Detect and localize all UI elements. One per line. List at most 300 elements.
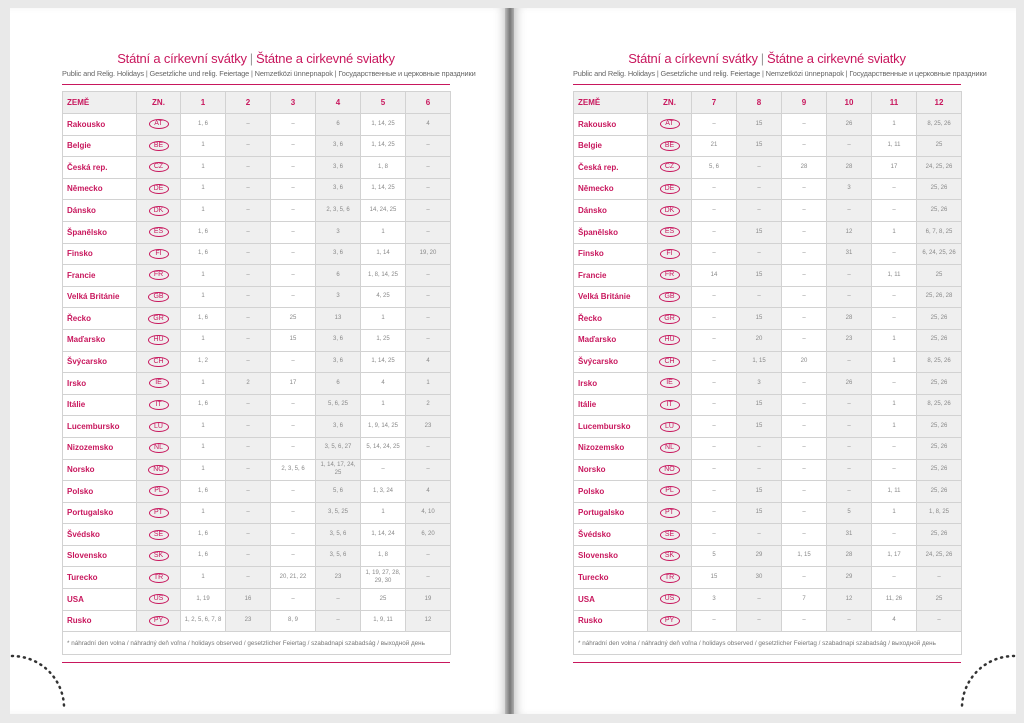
holiday-days: 26 — [827, 114, 872, 136]
country-name: Slovensko — [63, 545, 137, 567]
holiday-days: 1, 6 — [181, 243, 226, 265]
holiday-days: 6 — [316, 114, 361, 136]
header-month: 6 — [406, 92, 451, 114]
bottom-divider — [573, 662, 961, 663]
country-name: Finsko — [63, 243, 137, 265]
country-code-cell — [648, 265, 692, 287]
country-code-cell — [137, 243, 181, 265]
table-row — [574, 567, 962, 589]
table-header-row — [63, 92, 451, 114]
country-code-badge: IT — [149, 400, 169, 410]
country-code-badge: NO — [659, 465, 680, 475]
holiday-days: 1 — [406, 373, 451, 395]
holiday-days: 13 — [316, 308, 361, 330]
holiday-days: – — [737, 524, 782, 546]
country-code-cell — [648, 459, 692, 481]
holiday-days: 3 — [737, 373, 782, 395]
country-code-badge: US — [149, 594, 169, 604]
country-name: Řecko — [63, 308, 137, 330]
country-name: Rakousko — [63, 114, 137, 136]
holiday-days: 12 — [406, 610, 451, 632]
holiday-days: 25, 26 — [917, 416, 962, 438]
holiday-days: – — [827, 481, 872, 503]
holiday-days: 7 — [782, 589, 827, 611]
holiday-days: – — [226, 135, 271, 157]
country-code-cell — [137, 524, 181, 546]
country-code-cell — [648, 373, 692, 395]
holiday-days: – — [827, 437, 872, 459]
holiday-days: – — [226, 416, 271, 438]
holiday-days: 12 — [827, 589, 872, 611]
holiday-days: 6, 7, 8, 25 — [917, 221, 962, 243]
holiday-days: 25, 26 — [917, 178, 962, 200]
table-row — [63, 329, 451, 351]
table-header-row — [574, 92, 962, 114]
country-code-badge: PY — [149, 616, 169, 626]
holiday-days: 3 — [827, 178, 872, 200]
country-code-badge: DE — [149, 184, 169, 194]
holiday-days: – — [782, 610, 827, 632]
country-code-cell — [137, 200, 181, 222]
holiday-days: – — [226, 567, 271, 589]
country-code-cell — [648, 502, 692, 524]
country-name: Německo — [63, 178, 137, 200]
holiday-days: 23 — [316, 567, 361, 589]
title-slovak: Štátne a cirkevné sviatky — [766, 51, 906, 66]
country-name: Rusko — [574, 610, 648, 632]
country-code-badge: DK — [660, 206, 680, 216]
holiday-days: 1, 14, 17, 24, 25 — [316, 459, 361, 481]
holiday-days: 25, 26 — [917, 373, 962, 395]
holiday-days: – — [226, 545, 271, 567]
holiday-days: 4 — [872, 610, 917, 632]
country-name: Portugalsko — [63, 502, 137, 524]
country-name: Finsko — [574, 243, 648, 265]
holiday-days: 25 — [917, 135, 962, 157]
holiday-days: 8, 9 — [271, 610, 316, 632]
title-czech: Státní a církevní svátky — [117, 51, 247, 66]
country-code-cell — [137, 373, 181, 395]
holiday-days: 1, 19, 27, 28, 29, 30 — [361, 567, 406, 589]
holiday-days: – — [226, 481, 271, 503]
holiday-days: – — [737, 243, 782, 265]
holiday-days: – — [226, 243, 271, 265]
holiday-days: 1 — [872, 502, 917, 524]
holiday-days: – — [271, 114, 316, 136]
country-name: Česká rep. — [574, 157, 648, 179]
country-code-cell — [648, 157, 692, 179]
country-name: Polsko — [574, 481, 648, 503]
holiday-days: 25, 26 — [917, 437, 962, 459]
country-code-badge: HU — [659, 335, 679, 345]
holiday-days: 25 — [361, 589, 406, 611]
holiday-days: – — [782, 524, 827, 546]
holiday-days: 25, 26 — [917, 200, 962, 222]
holiday-days: – — [827, 351, 872, 373]
country-code-badge: SE — [660, 530, 680, 540]
country-code-badge: AT — [149, 119, 169, 129]
holiday-days: 1 — [181, 329, 226, 351]
holiday-days: – — [271, 545, 316, 567]
holiday-days: – — [271, 437, 316, 459]
country-name: Belgie — [63, 135, 137, 157]
table-row — [63, 589, 451, 611]
table-row — [63, 308, 451, 330]
country-code-badge: CZ — [149, 162, 169, 172]
table-row — [574, 114, 962, 136]
holiday-days: 30 — [737, 567, 782, 589]
country-code-cell — [648, 135, 692, 157]
holiday-days: 1 — [181, 135, 226, 157]
country-name: Irsko — [574, 373, 648, 395]
holiday-days: – — [827, 200, 872, 222]
holiday-days: 4, 25 — [361, 286, 406, 308]
holiday-days: 31 — [827, 243, 872, 265]
holiday-days: – — [406, 157, 451, 179]
holiday-days: 6 — [316, 373, 361, 395]
holiday-days: – — [226, 459, 271, 481]
holiday-days: 1, 14, 24 — [361, 524, 406, 546]
holiday-days: – — [271, 394, 316, 416]
holiday-days: 1 — [872, 221, 917, 243]
holiday-days: 25, 26 — [917, 459, 962, 481]
holiday-days: – — [692, 524, 737, 546]
country-code-cell — [137, 394, 181, 416]
footnote: * náhradní den volna / náhradný deň voľna / holidays observed / gesetzlicher Feiertag / szabadnapi szabadság / выходной день — [574, 632, 962, 655]
holiday-days: 28 — [827, 157, 872, 179]
country-code-badge: GB — [659, 292, 679, 302]
holiday-days: 29 — [737, 545, 782, 567]
holiday-days: – — [827, 135, 872, 157]
holiday-days: 19 — [406, 589, 451, 611]
holiday-days: – — [692, 459, 737, 481]
country-code-badge: TR — [149, 573, 169, 583]
title-separator: | — [249, 51, 253, 66]
holiday-days: 1 — [181, 200, 226, 222]
table-row — [574, 265, 962, 287]
country-code-badge: IE — [149, 378, 169, 388]
holiday-days: – — [782, 329, 827, 351]
table-row — [63, 351, 451, 373]
holiday-days: 12 — [827, 221, 872, 243]
country-name: Maďarsko — [574, 329, 648, 351]
holiday-days: 1, 3, 24 — [361, 481, 406, 503]
country-code-badge: GR — [659, 314, 680, 324]
holiday-days: – — [226, 221, 271, 243]
country-code-cell — [648, 114, 692, 136]
holiday-days: – — [782, 286, 827, 308]
holiday-days: 2, 3, 5, 6 — [316, 200, 361, 222]
header-country: ZEMĚ — [63, 92, 137, 114]
holiday-days: 5 — [827, 502, 872, 524]
table-row — [63, 178, 451, 200]
table-row — [574, 610, 962, 632]
holiday-days: 15 — [737, 265, 782, 287]
holiday-days: 15 — [737, 481, 782, 503]
holiday-days: – — [271, 416, 316, 438]
country-code-cell — [648, 200, 692, 222]
holiday-days: – — [917, 567, 962, 589]
table-row — [63, 610, 451, 632]
holiday-days: 23 — [827, 329, 872, 351]
holiday-days: – — [872, 567, 917, 589]
holiday-days: 25, 26 — [917, 329, 962, 351]
country-code-cell — [648, 308, 692, 330]
holiday-days: 3 — [692, 589, 737, 611]
holiday-days: – — [226, 329, 271, 351]
table-row — [574, 394, 962, 416]
table-row — [574, 589, 962, 611]
country-name: USA — [63, 589, 137, 611]
country-name: Španělsko — [574, 221, 648, 243]
holiday-days: – — [692, 610, 737, 632]
country-name: Polsko — [63, 481, 137, 503]
holiday-days: 1 — [181, 459, 226, 481]
holiday-days: 3, 6 — [316, 351, 361, 373]
table-row — [574, 437, 962, 459]
country-code-badge: SK — [660, 551, 680, 561]
table-row — [63, 459, 451, 481]
country-code-badge: PT — [149, 508, 169, 518]
holiday-days: 3 — [316, 286, 361, 308]
holiday-days: – — [271, 157, 316, 179]
table-row — [574, 178, 962, 200]
country-code-cell — [137, 481, 181, 503]
table-row — [63, 524, 451, 546]
holiday-days: 19, 20 — [406, 243, 451, 265]
table-row — [574, 200, 962, 222]
holiday-days: – — [737, 459, 782, 481]
holiday-days: 6, 20 — [406, 524, 451, 546]
country-name: Německo — [574, 178, 648, 200]
country-name: Nizozemsko — [63, 437, 137, 459]
country-code-cell — [137, 610, 181, 632]
country-code-cell — [137, 135, 181, 157]
table-row — [574, 459, 962, 481]
holiday-days: 2, 3, 5, 6 — [271, 459, 316, 481]
country-code-badge: ES — [660, 227, 680, 237]
table-row — [574, 373, 962, 395]
footnote-row — [63, 632, 451, 655]
country-name: Itálie — [63, 394, 137, 416]
country-code-badge: BE — [149, 141, 169, 151]
holiday-days: 1, 17 — [872, 545, 917, 567]
holiday-days: – — [782, 200, 827, 222]
holiday-days: 3, 6 — [316, 329, 361, 351]
holiday-days: – — [406, 437, 451, 459]
holiday-days: – — [872, 200, 917, 222]
holiday-days: 2 — [406, 394, 451, 416]
holiday-days: 25 — [917, 589, 962, 611]
holiday-days: – — [226, 286, 271, 308]
holiday-days: – — [872, 459, 917, 481]
holiday-days: – — [226, 437, 271, 459]
holiday-days: 5 — [692, 545, 737, 567]
holiday-days: – — [782, 308, 827, 330]
holiday-days: – — [692, 416, 737, 438]
holiday-days: 5, 6 — [316, 481, 361, 503]
country-name: Nizozemsko — [574, 437, 648, 459]
country-name: Dánsko — [574, 200, 648, 222]
country-code-cell — [137, 589, 181, 611]
table-row — [63, 243, 451, 265]
holiday-days: – — [782, 394, 827, 416]
holiday-days: 1, 14, 25 — [361, 351, 406, 373]
table-row — [63, 135, 451, 157]
table-row — [574, 135, 962, 157]
holiday-days: – — [692, 373, 737, 395]
country-name: Velká Británie — [63, 286, 137, 308]
header-month: 5 — [361, 92, 406, 114]
holiday-days: – — [692, 481, 737, 503]
header-month: 7 — [692, 92, 737, 114]
table-row — [574, 157, 962, 179]
holiday-days: 17 — [271, 373, 316, 395]
holiday-days: 1, 2, 5, 6, 7, 8 — [181, 610, 226, 632]
holiday-days: – — [692, 351, 737, 373]
holiday-days: 1, 6 — [181, 308, 226, 330]
holiday-days: – — [692, 308, 737, 330]
holiday-days: – — [872, 286, 917, 308]
holiday-days: – — [872, 373, 917, 395]
holiday-days: 25 — [271, 308, 316, 330]
holiday-days: 15 — [737, 114, 782, 136]
holiday-days: – — [692, 502, 737, 524]
country-code-badge: PL — [660, 486, 680, 496]
holiday-days: 24, 25, 26 — [917, 157, 962, 179]
table-row — [574, 221, 962, 243]
country-code-cell — [137, 437, 181, 459]
country-code-badge: CZ — [660, 162, 680, 172]
holiday-days: – — [737, 286, 782, 308]
holiday-days: – — [271, 200, 316, 222]
holiday-days: – — [782, 243, 827, 265]
table-row — [63, 265, 451, 287]
holiday-days: – — [782, 373, 827, 395]
holiday-days: 6, 24, 25, 26 — [917, 243, 962, 265]
country-name: Slovensko — [574, 545, 648, 567]
holiday-days: 1, 8 — [361, 545, 406, 567]
footnote: * náhradní den volna / náhradný deň voľna / holidays observed / gesetzlicher Feiertag / szabadnapi szabadság / выходной день — [63, 632, 451, 655]
holiday-days: – — [782, 567, 827, 589]
country-code-badge: ES — [149, 227, 169, 237]
holiday-days: – — [827, 394, 872, 416]
holiday-days: 1, 6 — [181, 221, 226, 243]
country-code-cell — [648, 567, 692, 589]
holiday-days: – — [872, 178, 917, 200]
holiday-days: 3, 6 — [316, 135, 361, 157]
holiday-days: 3, 6 — [316, 416, 361, 438]
country-code-cell — [137, 545, 181, 567]
holiday-days: 1 — [181, 178, 226, 200]
country-code-badge: FR — [660, 270, 680, 280]
holiday-days: 23 — [406, 416, 451, 438]
holiday-days: 28 — [827, 308, 872, 330]
holiday-days: 4 — [406, 351, 451, 373]
holiday-days: 4 — [361, 373, 406, 395]
holiday-days: – — [827, 610, 872, 632]
holiday-days: 1 — [872, 416, 917, 438]
holiday-days: 1, 8 — [361, 157, 406, 179]
holiday-days: – — [226, 524, 271, 546]
table-row — [63, 200, 451, 222]
country-name: Rakousko — [574, 114, 648, 136]
holiday-days: – — [271, 243, 316, 265]
holiday-days: – — [827, 265, 872, 287]
holiday-days: 1, 6 — [181, 524, 226, 546]
holiday-days: 1 — [181, 437, 226, 459]
country-code-cell — [648, 524, 692, 546]
holiday-days: – — [692, 437, 737, 459]
holiday-days: 1 — [872, 351, 917, 373]
table-row — [574, 243, 962, 265]
holiday-days: 1, 9, 11 — [361, 610, 406, 632]
holiday-days: 1, 11 — [872, 481, 917, 503]
table-row — [63, 221, 451, 243]
holiday-days: – — [226, 157, 271, 179]
country-code-badge: US — [660, 594, 680, 604]
holiday-days: 24, 25, 26 — [917, 545, 962, 567]
holiday-days: 23 — [226, 610, 271, 632]
header-month: 9 — [782, 92, 827, 114]
holiday-days: 1 — [181, 157, 226, 179]
holiday-days: – — [271, 481, 316, 503]
holiday-days: – — [782, 135, 827, 157]
header-month: 11 — [872, 92, 917, 114]
country-name: Velká Británie — [574, 286, 648, 308]
holiday-days: 5, 6, 25 — [316, 394, 361, 416]
holiday-days: – — [271, 178, 316, 200]
country-code-badge: BE — [660, 141, 680, 151]
holiday-days: 1, 14 — [361, 243, 406, 265]
holiday-days: 1, 2 — [181, 351, 226, 373]
holiday-days: 25, 26 — [917, 481, 962, 503]
table-row — [63, 286, 451, 308]
country-name: Švédsko — [574, 524, 648, 546]
country-name: Dánsko — [63, 200, 137, 222]
holiday-days: – — [737, 178, 782, 200]
holidays-table — [62, 91, 451, 655]
country-code-cell — [648, 481, 692, 503]
holidays-section-left — [62, 50, 476, 663]
holiday-days: – — [737, 610, 782, 632]
holiday-days: 1 — [361, 502, 406, 524]
holiday-days: – — [782, 502, 827, 524]
holiday-days: – — [406, 178, 451, 200]
holiday-days: 15 — [737, 308, 782, 330]
holiday-days: 28 — [782, 157, 827, 179]
holiday-days: 1 — [361, 394, 406, 416]
holiday-days: – — [406, 567, 451, 589]
holiday-days: 1, 25 — [361, 329, 406, 351]
holiday-days: – — [271, 502, 316, 524]
holiday-days: – — [872, 524, 917, 546]
holiday-days: – — [361, 459, 406, 481]
holiday-days: – — [226, 308, 271, 330]
country-name: Francie — [574, 265, 648, 287]
holiday-days: 15 — [737, 135, 782, 157]
holiday-days: – — [782, 459, 827, 481]
page-title — [573, 50, 961, 68]
table-row — [63, 502, 451, 524]
holiday-days: 20 — [737, 329, 782, 351]
holiday-days: 1, 14, 25 — [361, 178, 406, 200]
holiday-days: – — [827, 416, 872, 438]
country-code-badge: GR — [148, 314, 169, 324]
holiday-days: – — [406, 221, 451, 243]
holiday-days: 16 — [226, 589, 271, 611]
table-row — [63, 545, 451, 567]
